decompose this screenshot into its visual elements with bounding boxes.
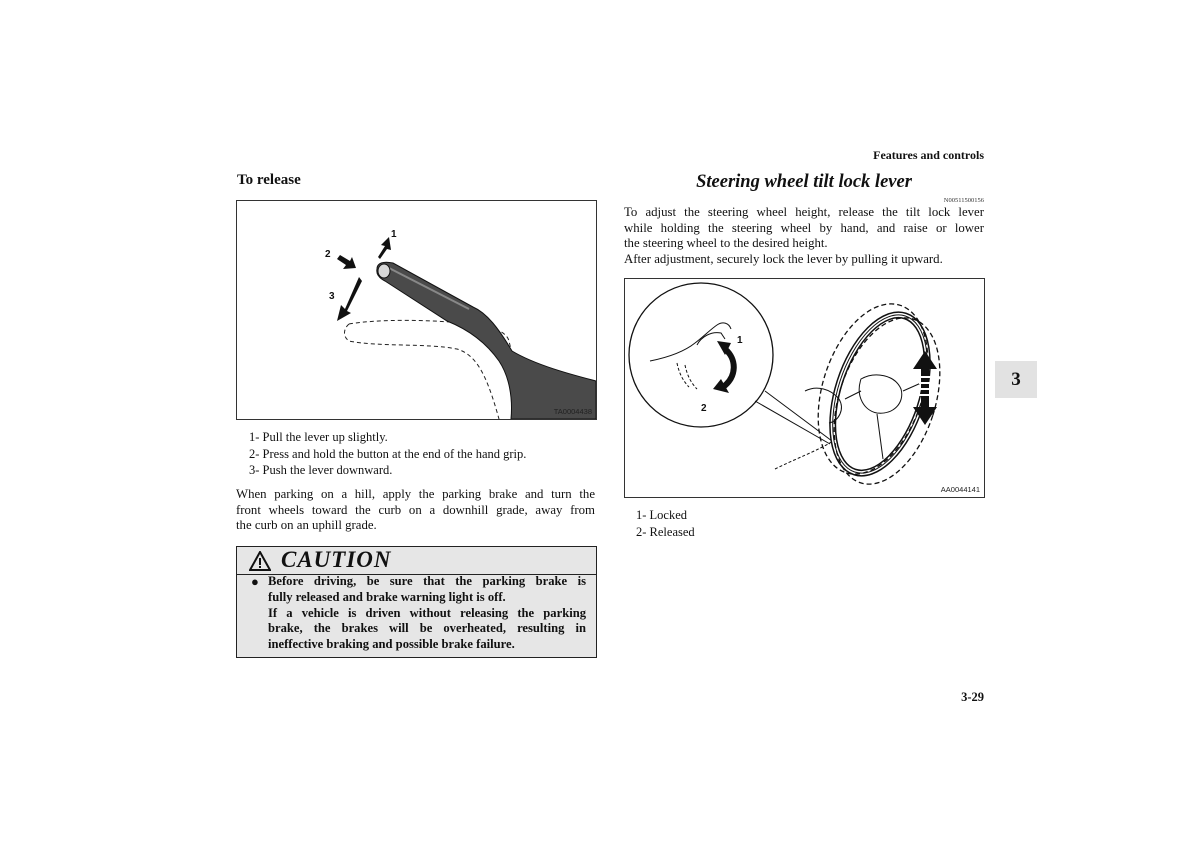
callout-2: 2	[701, 403, 707, 414]
paragraph-line: the curb on an uphill grade.	[236, 518, 377, 532]
warning-triangle-icon	[249, 551, 271, 571]
paragraph-line: while holding the steering wheel by hand, and raise or lower	[624, 220, 984, 235]
caution-text	[268, 574, 586, 653]
paragraph-line: front wheels toward the curb on a downhill grade, away from	[236, 502, 595, 517]
caution-line: fully released and brake warning light is off.	[268, 589, 506, 604]
paragraph-line: When parking on a hill, apply the parking brake and turn the	[236, 487, 595, 501]
caution-title: CAUTION	[281, 547, 392, 572]
hill-parking-paragraph	[236, 487, 595, 534]
callout-1: 1	[737, 335, 743, 346]
caution-box	[236, 546, 597, 658]
section-heading-steering-tilt: Steering wheel tilt lock lever	[696, 172, 912, 192]
steering-adjust-paragraph	[624, 205, 984, 267]
page-number: 3-29	[961, 690, 984, 704]
paragraph-line: After adjustment, securely lock the lever by pulling it upward.	[624, 251, 943, 266]
parking-brake-figure	[236, 200, 597, 420]
lever-position-legend	[636, 507, 695, 540]
list-item: 1- Pull the lever up slightly.	[249, 430, 388, 444]
callout-2: 2	[325, 249, 331, 260]
steering-wheel-illustration	[625, 279, 984, 497]
caution-line: brake, the brakes will be overheated, resulting in	[268, 621, 586, 636]
callout-3: 3	[329, 291, 335, 302]
list-item: 2- Released	[636, 524, 695, 539]
list-item: 3- Push the lever downward.	[249, 463, 393, 477]
running-header: Features and controls	[873, 148, 984, 162]
document-code: N00511500156	[943, 197, 984, 204]
caution-header	[237, 547, 596, 575]
caution-line: Before driving, be sure that the parking brake is	[268, 574, 586, 588]
paragraph-line: To adjust the steering wheel height, release the tilt lock lever	[624, 205, 984, 219]
figure-code: AA0044141	[940, 485, 980, 494]
steering-tilt-figure	[624, 278, 985, 498]
paragraph-line: the steering wheel to the desired height.	[624, 236, 828, 250]
caution-line: If a vehicle is driven without releasing the parking	[268, 605, 586, 620]
release-steps-list	[249, 429, 526, 479]
caution-line: ineffective braking and possible brake failure.	[268, 637, 515, 652]
callout-1: 1	[391, 229, 397, 240]
bullet-icon: ●	[251, 574, 259, 589]
list-item: 1- Locked	[636, 508, 688, 522]
section-heading-to-release: To release	[237, 172, 301, 188]
figure-code: TA0004438	[553, 407, 592, 416]
list-item: 2- Press and hold the button at the end of the hand grip.	[249, 446, 527, 461]
parking-brake-illustration	[237, 201, 596, 419]
chapter-tab: 3	[995, 361, 1037, 398]
